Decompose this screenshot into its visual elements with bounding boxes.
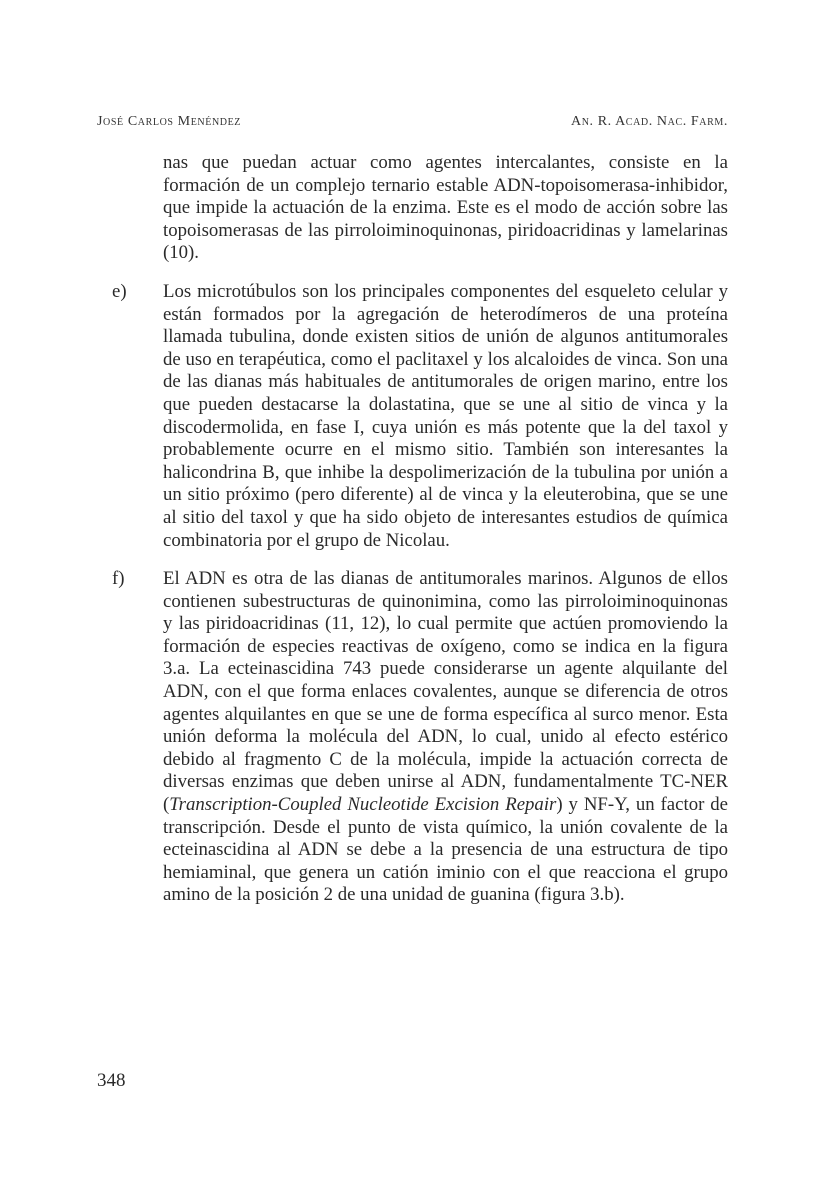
list-item-text: [163, 568, 728, 905]
list-item-text-main: Los microtúbulos son los principales componentes del esqueleto celular y están formados por la agregación de heterodímeros de una proteína llamada tubulina, donde existen sitios de unión de algunos antitumorales de uso en terapéutica, como el paclitaxel y los alcaloides de vinca. Son una de las dianas más habituales de antitumorales de origen marino, entre los que pueden destacarse la dolastatina, que se une al sitio de vinca y la discodermolida, en fase I, cuya unión es más potente que la del taxol y probablemente ocurre en el mismo sitio. También son interesantes la halicondrina B, que inhibe la despolimerización de la tubulina por unión a un sitio próximo (pero diferente) al de vinca y la eleuterobina, que se une al sitio del taxol y que ha sido objeto de interesantes estudios de química combinatoria por el grupo de Nicolau.: [163, 280, 728, 551]
italic-term: Transcription-Coupled Nucleotide Excision Repair: [169, 794, 557, 816]
list-marker: e): [112, 280, 127, 302]
list-item-f: [97, 568, 728, 907]
body-text: [97, 152, 728, 907]
running-head-author: José Carlos Menéndez: [97, 114, 242, 129]
page-number: 348: [97, 1070, 126, 1091]
running-head-journal: An. R. Acad. Nac. Farm.: [571, 114, 728, 129]
list-item-text: [163, 281, 728, 551]
list-item-e: [97, 281, 728, 552]
continuation-paragraph: nas que puedan actuar como agentes intercalantes, consiste en la formación de un complejo ternario estable ADN-topoisomerasa-inhibidor, que impide la actuación de la enzima. Este es el modo de acción sobre las topoisomerasas de las pirroloiminoquinonas, piridoacridinas y lamelarinas (10).: [163, 152, 728, 264]
list-marker: f): [112, 568, 125, 590]
list-item-text-end: ) y NF-Y, un factor de transcripción. Desde el punto de vista químico, la unión covalente de la ecteinascidina al ADN se debe a la presencia de una estructura de tipo hemiaminal, que genera un catión iminio con el que reacciona el grupo amino de la posición 2 de una unidad de guanina (figura 3.b).: [163, 794, 728, 906]
list-item-text-main: El ADN es otra de las dianas de antitumorales marinos. Algunos de ellos contienen subestructuras de quinonimina, como las pirroloiminoquinonas y las piridoacridinas (11, 12), lo cual permite que actúen promoviendo la formación de especies reactivas de oxígeno, como se indica en la figura 3.a. La ecteinascidina 743 puede considerarse un agente alquilante del ADN, con el que forma enlaces covalentes, aunque se diferencia de otros agentes alquilantes en que se une de forma específica al surco menor. Esta unión deforma la molécula del ADN, lo cual, unido al efecto estérico debido al fragmento C de la molécula, impide la actuación correcta de diversas enzimas que deben unirse al ADN, fundamentalmente TC-NER (: [163, 568, 728, 816]
